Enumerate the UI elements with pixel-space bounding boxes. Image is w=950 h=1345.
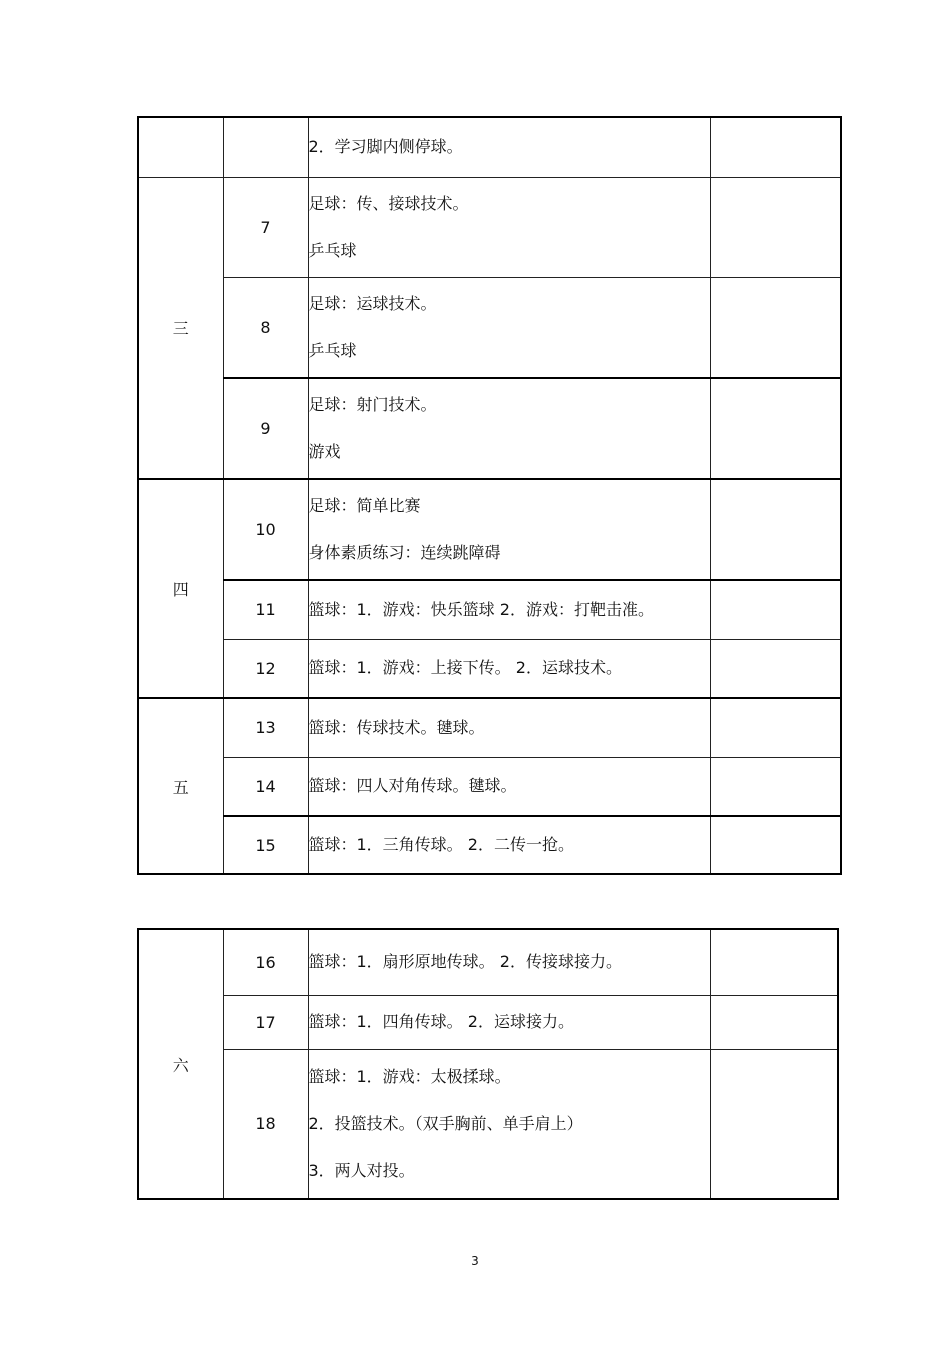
page-number: 3 — [471, 1254, 479, 1268]
week-cell — [138, 117, 223, 177]
table-row — [138, 117, 841, 177]
lesson-number: 15 — [223, 816, 308, 874]
content-line: 篮球：1．三角传球。 2．二传一抢。 — [308, 835, 574, 854]
content-line: 篮球：1．游戏：上接下传。 2．运球技术。 — [308, 658, 622, 678]
content-line: 足球：运球技术。 — [308, 293, 437, 313]
table-row — [138, 1049, 838, 1199]
notes-cell — [710, 277, 841, 378]
lesson-content — [308, 929, 710, 995]
table-row — [138, 277, 841, 378]
notes-cell — [710, 929, 838, 995]
content-line: 足球：传、接球技术。 — [308, 193, 469, 213]
lesson-content — [308, 177, 710, 277]
lesson-table-2 — [137, 928, 839, 1200]
lesson-content — [308, 580, 710, 639]
table-row — [138, 816, 841, 874]
table-row — [138, 177, 841, 277]
notes-cell — [710, 580, 841, 639]
content-line: 身体素质练习：连续跳障碍 — [308, 543, 501, 562]
content-line: 足球：简单比赛 — [308, 496, 421, 515]
lesson-number: 18 — [223, 1049, 308, 1199]
content-line: 篮球：1．扇形原地传球。 2．传接球接力。 — [308, 952, 622, 972]
lesson-content — [308, 816, 710, 874]
content-line: 2．学习脚内侧停球。 — [308, 137, 463, 157]
week-cell: 三 — [138, 177, 223, 479]
notes-cell — [710, 995, 838, 1049]
lesson-number: 12 — [223, 639, 308, 698]
notes-cell — [710, 177, 841, 277]
lesson-number: 14 — [223, 757, 308, 816]
lesson-number: 7 — [223, 177, 308, 277]
week-cell: 六 — [138, 929, 223, 1199]
notes-cell — [710, 378, 841, 479]
lesson-content — [308, 1049, 710, 1199]
content-line: 乒乓球 — [308, 340, 357, 360]
table-row — [138, 479, 841, 580]
lesson-number: 11 — [223, 580, 308, 639]
notes-cell — [710, 698, 841, 757]
lesson-number: 9 — [223, 378, 308, 479]
lesson-content — [308, 639, 710, 698]
content-line: 篮球：1．游戏：快乐篮球 2．游戏：打靶击准。 — [308, 599, 654, 619]
lesson-content — [308, 277, 710, 378]
lesson-content — [308, 698, 710, 757]
notes-cell — [710, 1049, 838, 1199]
notes-cell — [710, 816, 841, 874]
week-cell: 四 — [138, 479, 223, 698]
notes-cell — [710, 117, 841, 177]
notes-cell — [710, 757, 841, 816]
content-line: 2．投篮技术。（双手胸前、单手肩上） — [308, 1113, 583, 1133]
table-row — [138, 698, 841, 757]
notes-cell — [710, 639, 841, 698]
content-line: 乒乓球 — [308, 240, 357, 260]
table-row — [138, 995, 838, 1049]
table-row — [138, 757, 841, 816]
content-line: 篮球：四人对角传球。毽球。 — [308, 776, 517, 796]
notes-cell — [710, 479, 841, 580]
lesson-content — [308, 757, 710, 816]
lesson-content — [308, 479, 710, 580]
lesson-content — [308, 378, 710, 479]
table-row — [138, 929, 838, 995]
lesson-table-1 — [137, 116, 842, 875]
content-line: 足球：射门技术。 — [308, 395, 437, 414]
content-line: 游戏 — [308, 442, 341, 461]
week-cell: 五 — [138, 698, 223, 874]
lesson-number: 17 — [223, 995, 308, 1049]
lesson-number — [223, 117, 308, 177]
lesson-content — [308, 117, 710, 177]
lesson-number: 13 — [223, 698, 308, 757]
lesson-content — [308, 995, 710, 1049]
table-row — [138, 580, 841, 639]
lesson-number: 10 — [223, 479, 308, 580]
content-line: 篮球：传球技术。毽球。 — [308, 717, 485, 737]
content-line: 篮球：1．四角传球。 2．运球接力。 — [308, 1012, 574, 1031]
content-line: 篮球：1．游戏：太极揉球。 — [308, 1066, 511, 1086]
lesson-number: 8 — [223, 277, 308, 378]
content-line: 3．两人对投。 — [308, 1160, 415, 1180]
table-row — [138, 378, 841, 479]
table-row — [138, 639, 841, 698]
lesson-number: 16 — [223, 929, 308, 995]
